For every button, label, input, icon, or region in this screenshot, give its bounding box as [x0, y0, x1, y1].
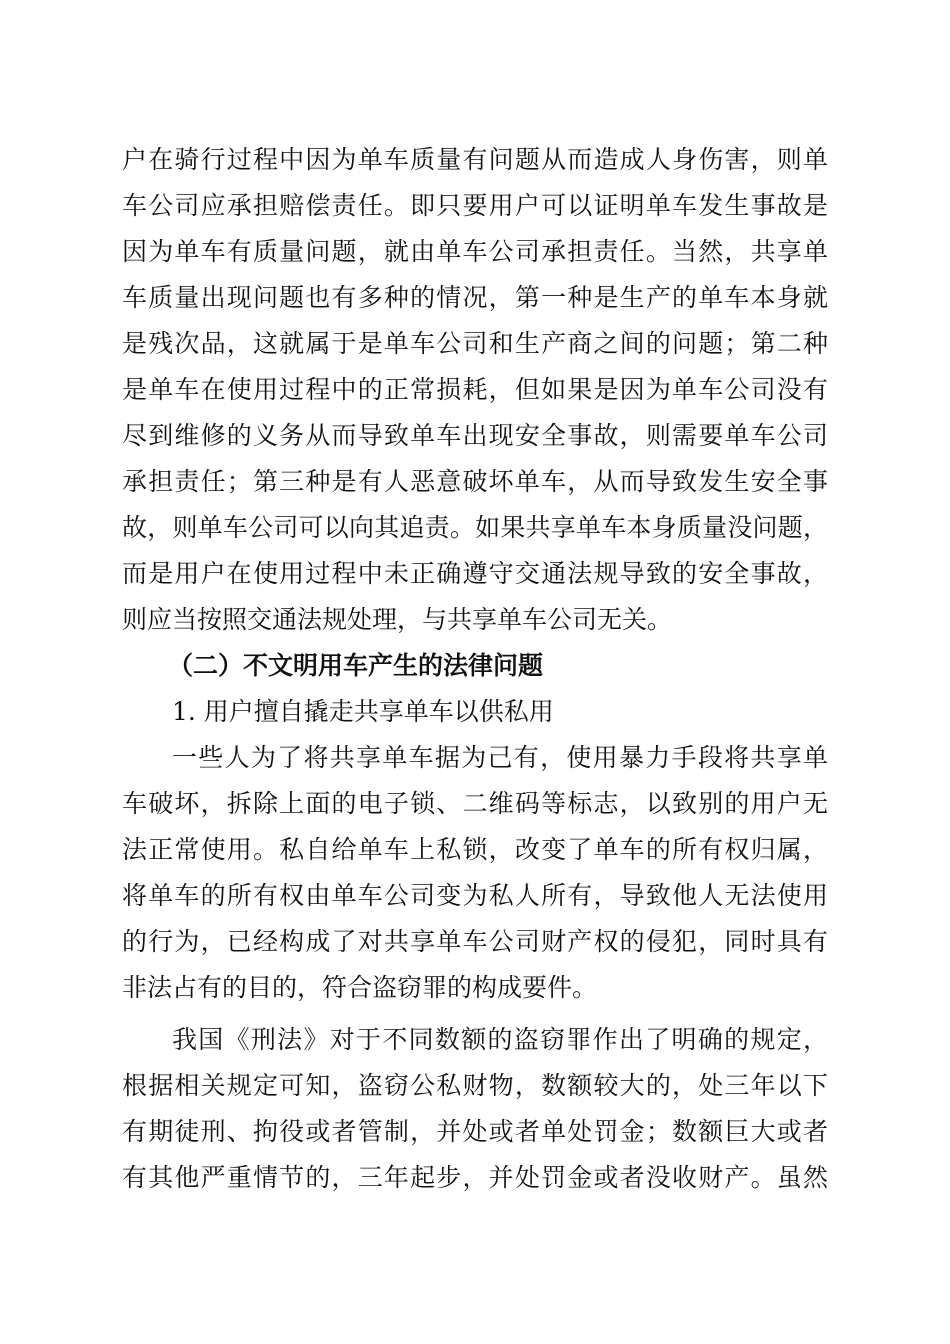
text-line: 有期徒刑、拘役或者管制，并处或者单处罚金；数额巨大或者 [122, 1117, 828, 1146]
text-line: 则应当按照交通法规处理，与共享单车公司无关。 [122, 605, 673, 634]
text-line: 承担责任；第三种是有人恶意破坏单车，从而导致发生安全事 [122, 467, 828, 496]
text-line: 是残次品，这就属于是单车公司和生产商之间的问题；第二种 [122, 329, 828, 358]
text-line: 车公司应承担赔偿责任。即只要用户可以证明单车发生事故是 [122, 191, 828, 220]
text-line: 尽到维修的义务从而导致单车出现安全事故，则需要单车公司 [122, 421, 828, 450]
text-line: 故，则单车公司可以向其追责。如果共享单车本身质量没问题， [122, 513, 828, 542]
text-line: 是单车在使用过程中的正常损耗，但如果是因为单车公司没有 [122, 375, 828, 404]
text-line: 有其他严重情节的，三年起步，并处罚金或者没收财产。虽然 [122, 1163, 828, 1192]
text-line: 因为单车有质量问题，就由单车公司承担责任。当然，共享单 [122, 237, 828, 266]
text-line: 户在骑行过程中因为单车质量有问题从而造成人身伤害，则单 [122, 145, 828, 174]
text-line: 非法占有的目的，符合盗窃罪的构成要件。 [122, 973, 598, 1002]
text-line: 车破坏，拆除上面的电子锁、二维码等标志，以致别的用户无 [122, 789, 828, 818]
text-line: 根据相关规定可知，盗窃公私财物，数额较大的，处三年以下 [122, 1071, 828, 1100]
text-line: 法正常使用。私自给单车上私锁，改变了单车的所有权归属， [122, 835, 828, 864]
text-line: 我国《刑法》对于不同数额的盗窃罪作出了明确的规定， [172, 1025, 828, 1054]
text-line: 车质量出现问题也有多种的情况，第一种是生产的单车本身就 [122, 283, 828, 312]
text-line: 一些人为了将共享单车据为己有，使用暴力手段将共享单 [172, 743, 828, 772]
text-line: 将单车的所有权由单车公司变为私人所有，导致他人无法使用 [122, 881, 828, 910]
section-heading: （二）不文明用车产生的法律问题 [168, 651, 544, 680]
subsection-heading: 1. 用户擅自撬走共享单车以供私用 [172, 697, 554, 726]
text-line: 而是用户在使用过程中未正确遵守交通法规导致的安全事故， [122, 559, 828, 588]
text-line: 的行为，已经构成了对共享单车公司财产权的侵犯，同时具有 [122, 927, 828, 956]
